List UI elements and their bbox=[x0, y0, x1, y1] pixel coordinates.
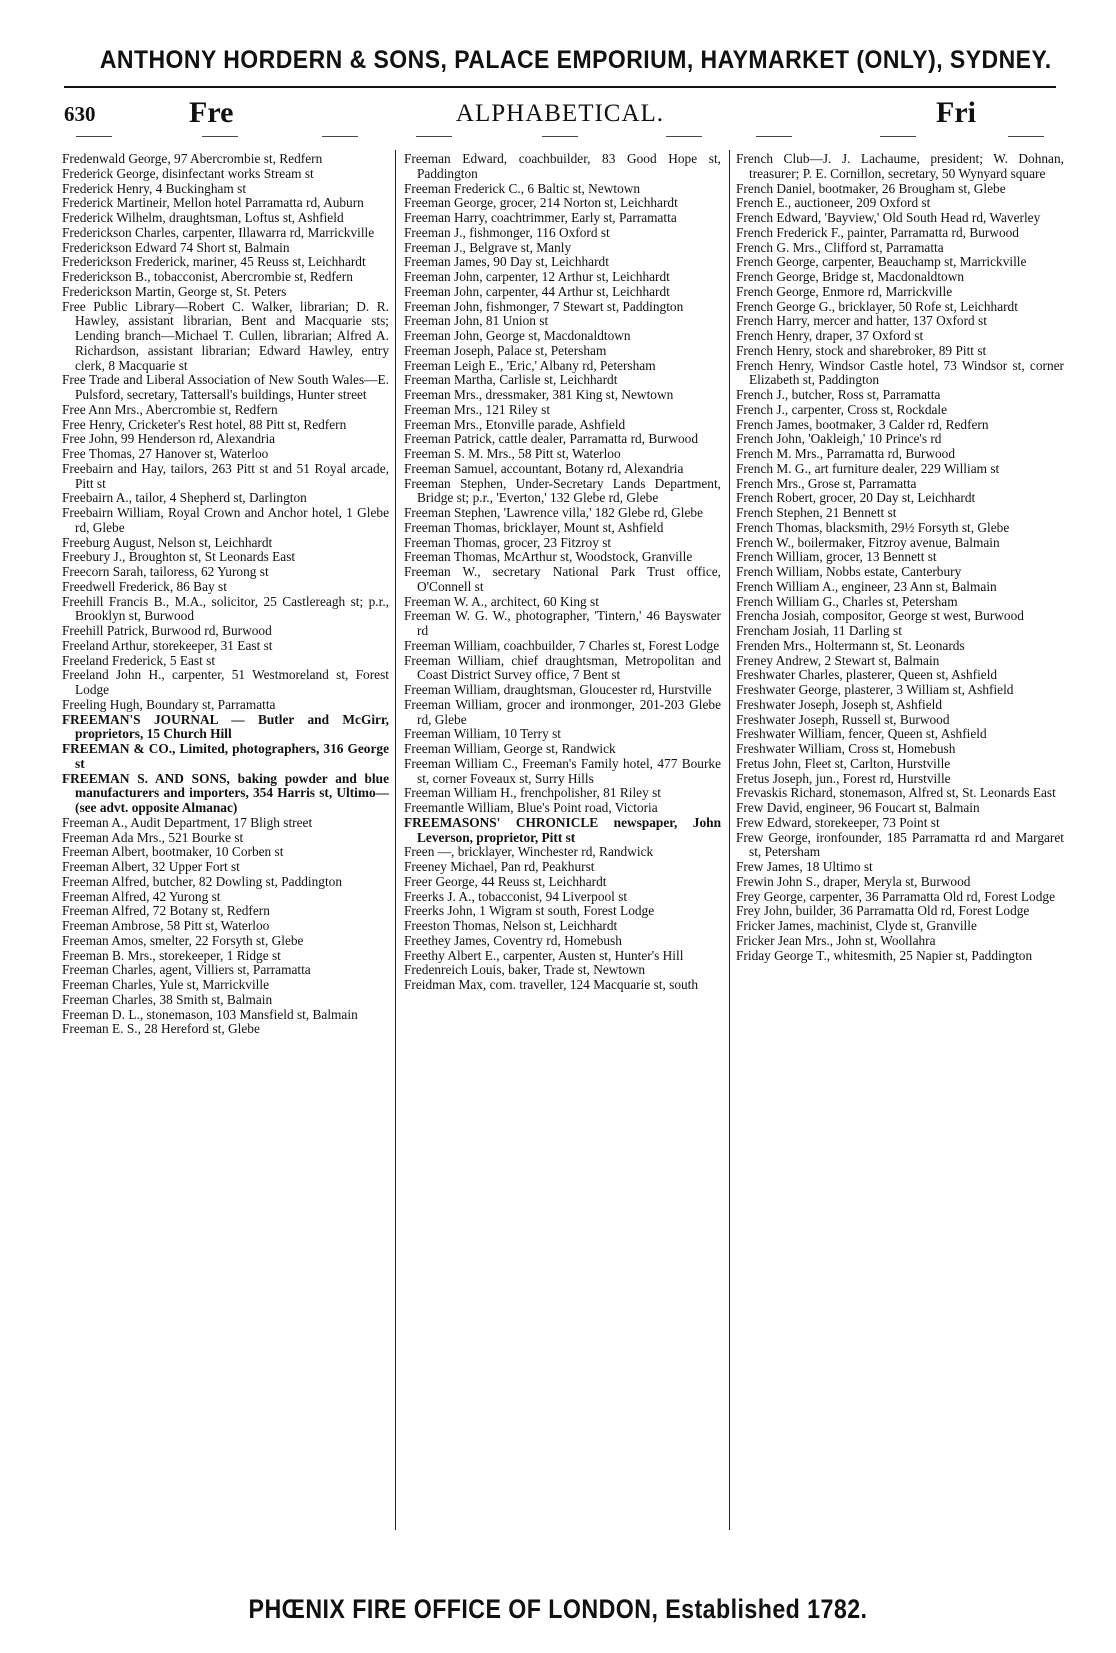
directory-entry: Freeman B. Mrs., storekeeper, 1 Ridge st bbox=[62, 947, 281, 963]
directory-entry: French G. Mrs., Clifford st, Parramatta bbox=[736, 239, 944, 255]
directory-entry: Free John, 99 Henderson rd, Alexandria bbox=[62, 431, 276, 447]
directory-entry: Freeman Amos, smelter, 22 Forsyth st, Glebe bbox=[62, 932, 304, 948]
directory-entry: Frenden Mrs., Holtermann st, St. Leonards bbox=[736, 637, 965, 653]
directory-entry: Freeman Thomas, McArthur st, Woodstock, Granville bbox=[404, 549, 693, 565]
directory-entry: Fretus John, Fleet st, Carlton, Hurstville bbox=[736, 755, 951, 771]
column-head-rule bbox=[416, 136, 452, 137]
directory-entry: Freeman J., Belgrave st, Manly bbox=[404, 239, 572, 255]
directory-entry: Frey John, builder, 36 Parramatta Old rd, Forest Lodge bbox=[736, 903, 1030, 919]
guide-word-right: Fri bbox=[936, 96, 976, 129]
header-rule bbox=[64, 86, 1056, 88]
directory-entry: Freeman Mrs., 121 Riley st bbox=[404, 401, 551, 417]
column-head-rule bbox=[76, 136, 112, 137]
directory-entry: Freeman A., Audit Department, 17 Bligh street bbox=[62, 814, 313, 830]
directory-entry: French John, 'Oakleigh,' 10 Prince's rd bbox=[736, 431, 942, 447]
directory-entry: Frederickson Charles, carpenter, Illawarra rd, Marrickville bbox=[62, 224, 375, 240]
directory-entry: French George, Enmore rd, Marrickville bbox=[736, 283, 953, 299]
directory-entry: Frederickson Edward 74 Short st, Balmain bbox=[62, 239, 290, 255]
directory-entry: French George, carpenter, Beauchamp st, Marrickville bbox=[736, 254, 1027, 270]
directory-entry: French M. Mrs., Parramatta rd, Burwood bbox=[736, 446, 956, 461]
directory-entry: Freeman William, grocer and ironmonger, 201-203 Glebe rd, Glebe bbox=[404, 696, 721, 727]
column-head-rule bbox=[542, 136, 578, 137]
directory-column-1 bbox=[62, 152, 389, 1527]
directory-entry: French James, bootmaker, 3 Calder rd, Redfern bbox=[736, 416, 989, 432]
directory-entry: French George G., bricklayer, 50 Rofe st, Leichhardt bbox=[736, 298, 1018, 314]
directory-entry: Freeney Michael, Pan rd, Peakhurst bbox=[404, 859, 595, 874]
directory-entry: Frewin John S., draper, Meryla st, Burwood bbox=[736, 873, 971, 889]
directory-entry: French Mrs., Grose st, Parramatta bbox=[736, 475, 917, 491]
directory-entry: Freeman Joseph, Palace st, Petersham bbox=[404, 342, 607, 358]
directory-entry: Freeman Alfred, butcher, 82 Dowling st, Paddington bbox=[62, 873, 343, 889]
directory-entry: Frederick George, disinfectant works Stream st bbox=[62, 165, 314, 181]
directory-entry: Freecorn Sarah, tailoress, 62 Yurong st bbox=[62, 564, 269, 579]
directory-entry: French Club—J. J. Lachaume, president; W. Dohnan, treasurer; P. E. Cornillon, secretary, 50 Wynyard square bbox=[736, 152, 1064, 181]
directory-entry: Freeman John, carpenter, 44 Arthur st, Leichhardt bbox=[404, 283, 670, 299]
directory-entry: Freeman William C., Freeman's Family hotel, 477 Bourke st, corner Foveaux st, Surry Hills bbox=[404, 755, 721, 786]
directory-entry: Fredenreich Louis, baker, Trade st, Newtown bbox=[404, 962, 646, 978]
directory-entry: Frencha Josiah, compositor, George st west, Burwood bbox=[736, 608, 1024, 624]
directory-entry: Frederick Henry, 4 Buckingham st bbox=[62, 180, 247, 196]
directory-entry: Freeman S. M. Mrs., 58 Pitt st, Waterloo bbox=[404, 446, 621, 461]
directory-entry: Freeman Mrs., Etonville parade, Ashfield bbox=[404, 416, 626, 432]
bottom-advertisement-banner: PHŒNIX FIRE OFFICE OF LONDON, Established 1782. bbox=[248, 1594, 868, 1624]
directory-entry: Freeman John, George st, Macdonaldtown bbox=[404, 328, 631, 343]
directory-entry: French M. G., art furniture dealer, 229 William st bbox=[736, 460, 1000, 476]
directory-entry: Freebury J., Broughton st, St Leonards East bbox=[62, 549, 296, 565]
directory-entry: Frew David, engineer, 96 Foucart st, Balmain bbox=[736, 800, 980, 815]
directory-entry: Frederick Wilhelm, draughtsman, Loftus st, Ashfield bbox=[62, 210, 344, 225]
column-head-rule bbox=[756, 136, 792, 137]
directory-entry: Freeman William, coachbuilder, 7 Charles st, Forest Lodge bbox=[404, 637, 720, 653]
section-title: ALPHABETICAL. bbox=[455, 100, 665, 127]
directory-entry: Freeman Charles, 38 Smith st, Balmain bbox=[62, 991, 273, 1007]
directory-entry: Free Trade and Liberal Association of New South Wales—E. Pulsford, secretary, Tattersall's buildings, Hunter street bbox=[62, 372, 389, 402]
directory-entry: Frevaskis Richard, stonemason, Alfred st, St. Leonards East bbox=[736, 785, 1056, 801]
directory-column-3 bbox=[736, 152, 1064, 1527]
directory-entry: French Henry, Windsor Castle hotel, 73 Windsor st, corner Elizabeth st, Paddington bbox=[736, 357, 1064, 388]
directory-entry: Freeman John, carpenter, 12 Arthur st, Leichhardt bbox=[404, 269, 670, 284]
directory-entry: Freeman Thomas, grocer, 23 Fitzroy st bbox=[404, 534, 612, 550]
directory-entry: Freedwell Frederick, 86 Bay st bbox=[62, 578, 227, 594]
guide-word-left: Fre bbox=[189, 96, 234, 129]
directory-entry: Freeling Hugh, Boundary st, Parramatta bbox=[62, 696, 276, 712]
directory-entry: Freeman William, George st, Randwick bbox=[404, 741, 616, 756]
directory-entry: French J., butcher, Ross st, Parramatta bbox=[736, 387, 941, 402]
directory-entry: Freeston Thomas, Nelson st, Leichhardt bbox=[404, 918, 618, 933]
directory-entry: Freeman Thomas, bricklayer, Mount st, Ashfield bbox=[404, 519, 664, 535]
directory-entry: Free Ann Mrs., Abercrombie st, Redfern bbox=[62, 401, 278, 417]
directory-entry: Freeman Charles, agent, Villiers st, Parramatta bbox=[62, 962, 311, 978]
directory-entry: Fretus Joseph, jun., Forest rd, Hurstville bbox=[736, 770, 951, 786]
directory-entry: French Edward, 'Bayview,' Old South Head rd, Waverley bbox=[736, 210, 1041, 225]
directory-entry: Freer George, 44 Reuss st, Leichhardt bbox=[404, 873, 607, 889]
directory-entry: Frew George, ironfounder, 185 Parramatta rd and Margaret st, Petersham bbox=[736, 829, 1064, 860]
column-head-rule bbox=[1008, 136, 1044, 137]
directory-entry: Freehill Patrick, Burwood rd, Burwood bbox=[62, 623, 272, 638]
directory-entry: Freeman W. G. W., photographer, 'Tintern,' 46 Bayswater rd bbox=[404, 608, 721, 638]
directory-entry: Freeland Frederick, 5 East st bbox=[62, 652, 216, 668]
directory-entry: Freethey James, Coventry rd, Homebush bbox=[404, 932, 622, 948]
directory-entry: Freeman Frederick C., 6 Baltic st, Newtown bbox=[404, 180, 641, 196]
directory-entry: Freeman William, draughtsman, Gloucester rd, Hurstville bbox=[404, 682, 712, 697]
directory-entry: Friday George T., whitesmith, 25 Napier st, Paddington bbox=[736, 947, 1033, 963]
directory-entry: French Frederick F., painter, Parramatta rd, Burwood bbox=[736, 224, 1019, 240]
directory-entry: French Robert, grocer, 20 Day st, Leichhardt bbox=[736, 490, 976, 506]
top-advertisement-banner: ANTHONY HORDERN & SONS, PALACE EMPORIUM, HAYMARKET (ONLY), SYDNEY. bbox=[99, 46, 1052, 74]
directory-entry: Freeman Edward, coachbuilder, 83 Good Hope st, Paddington bbox=[404, 152, 721, 181]
directory-entry: Freeman E. S., 28 Hereford st, Glebe bbox=[62, 1021, 260, 1037]
directory-entry: Freeburg August, Nelson st, Leichhardt bbox=[62, 534, 273, 550]
directory-entry: Fredenwald George, 97 Abercrombie st, Redfern bbox=[62, 152, 323, 166]
directory-entry: Freeman Samuel, accountant, Botany rd, Alexandria bbox=[404, 460, 684, 476]
directory-entry: French William, Nobbs estate, Canterbury bbox=[736, 564, 962, 579]
directory-entry: Frey George, carpenter, 36 Parramatta Old rd, Forest Lodge bbox=[736, 888, 1055, 904]
directory-entry: Freeland Arthur, storekeeper, 31 East st bbox=[62, 637, 273, 653]
directory-entry: French W., boilermaker, Fitzroy avenue, Balmain bbox=[736, 534, 1000, 550]
directory-entry: French Harry, mercer and hatter, 137 Oxford st bbox=[736, 313, 987, 329]
directory-entry: Freeman Albert, bootmaker, 10 Corben st bbox=[62, 844, 284, 860]
directory-entry: Freeman John, fishmonger, 7 Stewart st, Paddington bbox=[404, 298, 684, 314]
directory-entry: Freidman Max, com. traveller, 124 Macquarie st, south bbox=[404, 977, 699, 992]
directory-entry: Freeman W. A., architect, 60 King st bbox=[404, 593, 599, 609]
page-number: 630 bbox=[64, 102, 96, 126]
directory-entry: Freshwater George, plasterer, 3 William st, Ashfield bbox=[736, 682, 1014, 697]
directory-entry: Fricker James, machinist, Clyde st, Granville bbox=[736, 918, 977, 933]
directory-entry: Frederickson B., tobacconist, Abercrombie st, Redfern bbox=[62, 269, 353, 284]
directory-entry: Free Thomas, 27 Hanover st, Waterloo bbox=[62, 446, 269, 461]
directory-entry: Freeman Alfred, 72 Botany st, Redfern bbox=[62, 903, 270, 919]
directory-entry: Freen —, bricklayer, Winchester rd, Randwick bbox=[404, 844, 654, 860]
directory-entry: Frederickson Martin, George st, St. Peters bbox=[62, 283, 287, 299]
directory-entry: Freeman Martha, Carlisle st, Leichhardt bbox=[404, 372, 618, 388]
directory-entry: Freshwater William, Cross st, Homebush bbox=[736, 741, 956, 756]
directory-entry: Freshwater Joseph, Russell st, Burwood bbox=[736, 711, 950, 727]
directory-entry: Free Public Library—Robert C. Walker, librarian; D. R. Hawley, assistant librarian, Bent and Macquarie sts; Lending branch—Michael T. Cullen, librarian; Alfred A. Richardson, assistant librarian; Edward Hawley, entry clerk, 8 Macquarie st bbox=[62, 298, 389, 373]
column-head-rule bbox=[666, 136, 702, 137]
directory-entry: Freehill Francis B., M.A., solicitor, 25 Castlereagh st; p.r., Brooklyn st, Burwood bbox=[62, 593, 389, 624]
directory-entry: Freeman James, 90 Day st, Leichhardt bbox=[404, 254, 609, 270]
directory-entry: Freeman Albert, 32 Upper Fort st bbox=[62, 859, 240, 874]
directory-entry: Freeman George, grocer, 214 Norton st, Leichhardt bbox=[404, 195, 678, 211]
directory-entry: Freerks J. A., tobacconist, 94 Liverpool st bbox=[404, 888, 628, 904]
directory-entry: Freshwater Joseph, Joseph st, Ashfield bbox=[736, 696, 943, 712]
directory-entry: Frencham Josiah, 11 Darling st bbox=[736, 623, 902, 638]
directory-entry: FREEMAN'S JOURNAL — Butler and McGirr, proprietors, 15 Church Hill bbox=[62, 711, 389, 742]
directory-entry: French E., auctioneer, 209 Oxford st bbox=[736, 195, 931, 211]
directory-entry: Freerks John, 1 Wigram st south, Forest Lodge bbox=[404, 903, 655, 919]
directory-entry: Freeman D. L., stonemason, 103 Mansfield st, Balmain bbox=[62, 1006, 358, 1022]
directory-entry: Freeman Ada Mrs., 521 Bourke st bbox=[62, 829, 244, 845]
directory-entry: Freebairn and Hay, tailors, 263 Pitt st and 51 Royal arcade, Pitt st bbox=[62, 460, 389, 491]
column-divider bbox=[729, 150, 730, 1530]
directory-entry: French J., carpenter, Cross st, Rockdale bbox=[736, 401, 948, 417]
column-head-rule bbox=[202, 136, 238, 137]
directory-entry: French Stephen, 21 Bennett st bbox=[736, 505, 897, 520]
directory-entry: Freeman Stephen, Under-Secretary Lands Department, Bridge st; p.r., 'Everton,' 132 Glebe rd, Glebe bbox=[404, 475, 721, 506]
directory-entry: Frew Edward, storekeeper, 73 Point st bbox=[736, 814, 940, 830]
directory-entry: Freeman Charles, Yule st, Marrickville bbox=[62, 977, 270, 992]
directory-entry: French William, grocer, 13 Bennett st bbox=[736, 549, 937, 565]
directory-entry: Freemantle William, Blue's Point road, Victoria bbox=[404, 800, 658, 815]
directory-entry: Freeman Patrick, cattle dealer, Parramatta rd, Burwood bbox=[404, 431, 699, 447]
directory-entry: Frederick Martineir, Mellon hotel Parramatta rd, Auburn bbox=[62, 195, 364, 211]
directory-entry: Freshwater Charles, plasterer, Queen st, Ashfield bbox=[736, 667, 998, 683]
directory-entry: Freeman J., fishmonger, 116 Oxford st bbox=[404, 224, 610, 240]
column-divider bbox=[395, 150, 396, 1530]
directory-entry: Freney Andrew, 2 Stewart st, Balmain bbox=[736, 652, 940, 668]
directory-entry: Freeman Harry, coachtrimmer, Early st, Parramatta bbox=[404, 210, 677, 225]
directory-entry: Freeman W., secretary National Park Trust office, O'Connell st bbox=[404, 564, 721, 594]
directory-column-2 bbox=[404, 152, 721, 1527]
directory-entry: Freeman Mrs., dressmaker, 381 King st, Newtown bbox=[404, 387, 674, 402]
page-header bbox=[64, 96, 1056, 136]
directory-entry: French Henry, stock and sharebroker, 89 Pitt st bbox=[736, 342, 987, 358]
directory-entry: Freshwater William, fencer, Queen st, Ashfield bbox=[736, 726, 987, 742]
directory-entry: Frederickson Frederick, mariner, 45 Reuss st, Leichhardt bbox=[62, 254, 366, 270]
directory-entry: Freeman William, chief draughtsman, Metropolitan and Coast District Survey office, 7 Bent st bbox=[404, 652, 721, 683]
directory-entry: FREEMAN S. AND SONS, baking powder and blue manufacturers and importers, 354 Harris st, Ultimo—(see advt. opposite Almanac) bbox=[62, 770, 389, 815]
directory-entry: Freeman William H., frenchpolisher, 81 Riley st bbox=[404, 785, 661, 801]
directory-entry: French Thomas, blacksmith, 29½ Forsyth st, Glebe bbox=[736, 519, 1010, 535]
directory-entry: French Henry, draper, 37 Oxford st bbox=[736, 328, 924, 343]
directory-entry: Freeman Stephen, 'Lawrence villa,' 182 Glebe rd, Glebe bbox=[404, 505, 704, 520]
directory-entry: Freeman John, 81 Union st bbox=[404, 313, 549, 329]
column-head-rule bbox=[880, 136, 916, 137]
column-head-rule bbox=[322, 136, 358, 137]
directory-entry: French Daniel, bootmaker, 26 Brougham st, Glebe bbox=[736, 180, 1006, 196]
directory-entry: Freeman William, 10 Terry st bbox=[404, 726, 562, 742]
directory-entry: Freethy Albert E., carpenter, Austen st, Hunter's Hill bbox=[404, 947, 684, 963]
directory-entry: French William A., engineer, 23 Ann st, Balmain bbox=[736, 578, 997, 594]
directory-entry: Frew James, 18 Ultimo st bbox=[736, 859, 873, 874]
directory-entry: Free Henry, Cricketer's Rest hotel, 88 Pitt st, Redfern bbox=[62, 416, 347, 432]
directory-entry: FREEMAN & CO., Limited, photographers, 316 George st bbox=[62, 741, 389, 771]
directory-entry: Freeman Leigh E., 'Eric,' Albany rd, Petersham bbox=[404, 357, 656, 373]
directory-entry: French George, Bridge st, Macdonaldtown bbox=[736, 269, 965, 284]
directory-entry: Freeman Alfred, 42 Yurong st bbox=[62, 888, 221, 904]
directory-entry: Freebairn A., tailor, 4 Shepherd st, Darlington bbox=[62, 490, 307, 506]
directory-entry: Freeman Ambrose, 58 Pitt st, Waterloo bbox=[62, 918, 270, 933]
directory-entry: FREEMASONS' CHRONICLE newspaper, John Leverson, proprietor, Pitt st bbox=[404, 814, 721, 845]
directory-entry: French William G., Charles st, Petersham bbox=[736, 593, 958, 609]
directory-entry: Freebairn William, Royal Crown and Anchor hotel, 1 Glebe rd, Glebe bbox=[62, 505, 389, 535]
directory-entry: Freeland John H., carpenter, 51 Westmoreland st, Forest Lodge bbox=[62, 667, 389, 697]
directory-entry: Fricker Jean Mrs., John st, Woollahra bbox=[736, 932, 936, 948]
